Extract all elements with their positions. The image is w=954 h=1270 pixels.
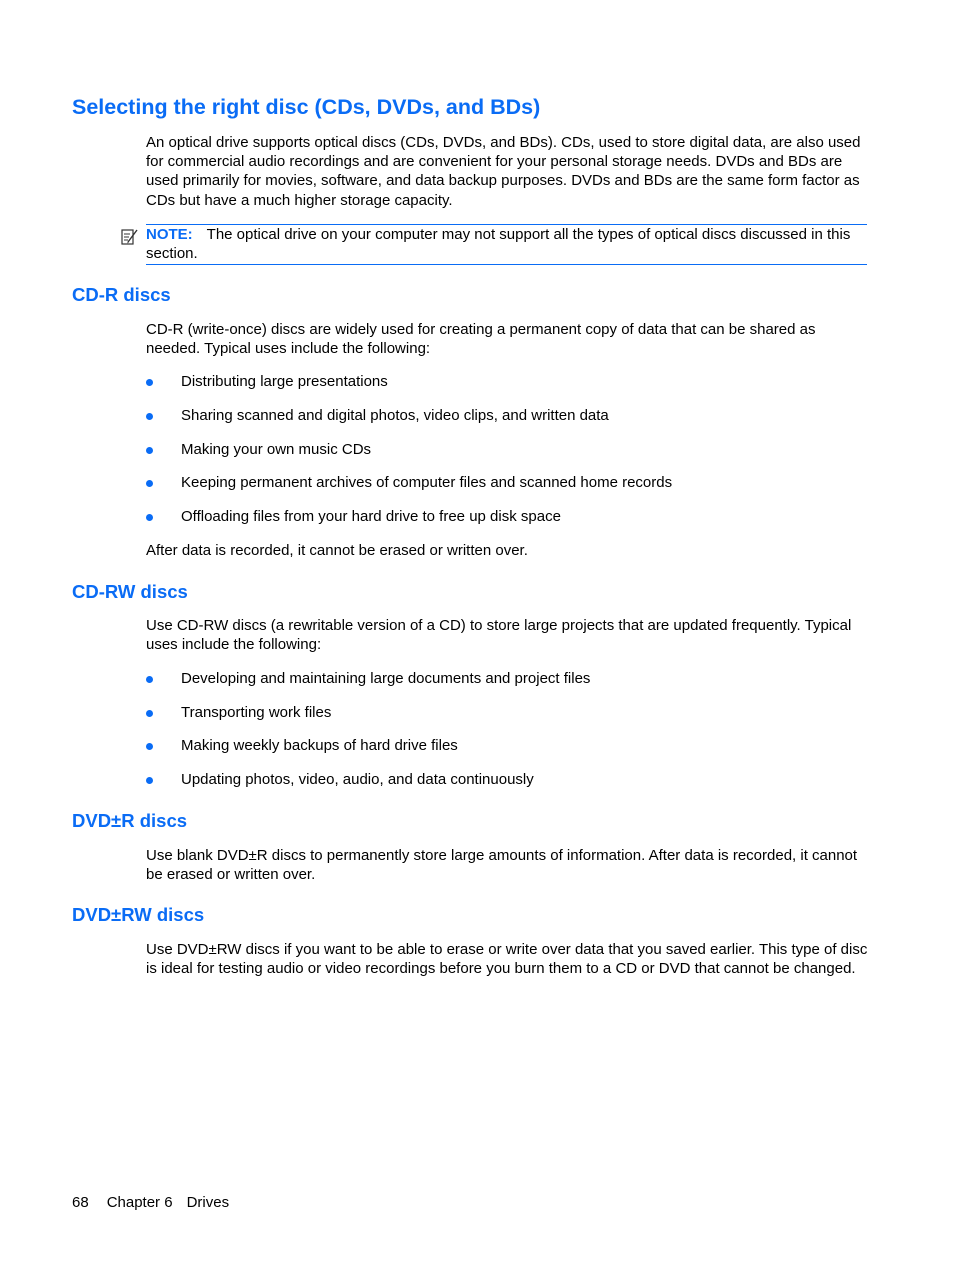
cd-r-outro: After data is recorded, it cannot be erased or written over. <box>146 542 528 559</box>
note-label: NOTE: <box>146 226 193 243</box>
page-title: Selecting the right disc (CDs, DVDs, and BDs) <box>72 95 541 119</box>
note-pencil-icon <box>120 227 140 247</box>
note-text <box>146 225 867 263</box>
note-body: The optical drive on your computer may not support all the types of optical discs discussed in this section. <box>146 226 851 263</box>
bullet-dot-icon <box>146 379 153 386</box>
bullet-dot-icon <box>146 777 153 784</box>
section-heading-cd-rw: CD-RW discs <box>72 581 188 602</box>
section-heading-cd-r: CD-R discs <box>72 284 171 305</box>
cd-rw-intro: Use CD-RW discs (a rewritable version of a CD) to store large projects that are updated frequently. Typical uses include the following: <box>146 617 852 654</box>
note-box <box>146 224 867 265</box>
bullet-dot-icon <box>146 447 153 454</box>
intro-paragraph: An optical drive supports optical discs (CDs, DVDs, and BDs). CDs, used to store digital data, are also used for commercial audio recordings and are convenient for your personal storage needs. DVDs and BDs are used primarily for movies, software, and data backup purposes. DVDs and BDs are the same form factor as CDs but have a much higher storage capacity. <box>146 134 861 209</box>
bullet-dot-icon <box>146 480 153 487</box>
page-footer <box>72 1193 229 1212</box>
bullet-dot-icon <box>146 710 153 717</box>
dvd-rw-intro: Use DVD±RW discs if you want to be able to erase or write over data that you saved earlier. This type of disc is ideal for testing audio or video recordings before you burn them to a CD or DVD that cannot be changed. <box>146 941 868 978</box>
chapter-title: Drives <box>186 1194 230 1211</box>
bullet-dot-icon <box>146 413 153 420</box>
section-heading-dvd-r: DVD±R discs <box>72 810 188 831</box>
dvd-r-intro: Use blank DVD±R discs to permanently store large amounts of information. After data is recorded, it cannot be erased or written over. <box>146 847 858 884</box>
cd-r-intro: CD-R (write-once) discs are widely used for creating a permanent copy of data that can be shared as needed. Typical uses include the following: <box>146 321 816 358</box>
bullet-dot-icon <box>146 743 153 750</box>
chapter-label: Chapter 6 <box>106 1194 173 1211</box>
section-heading-dvd-rw: DVD±RW discs <box>72 904 205 925</box>
bullet-dot-icon <box>146 676 153 683</box>
bullet-dot-icon <box>146 514 153 521</box>
page-number: 68 <box>72 1194 89 1211</box>
